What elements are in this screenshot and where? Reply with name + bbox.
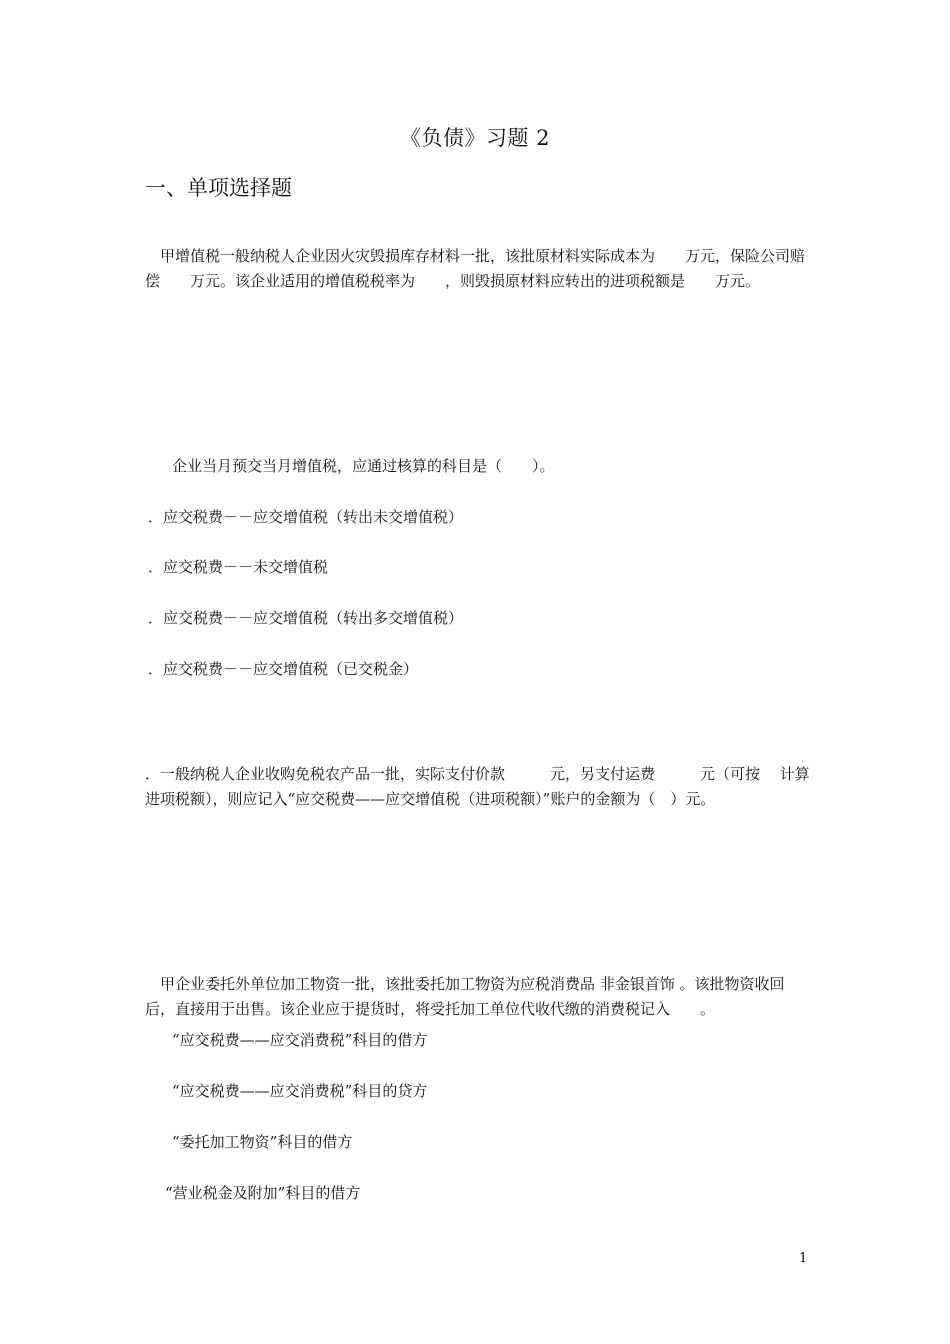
question-2-option-b: ．应交税费－－未交增值税 xyxy=(148,558,329,576)
document-title: 《负债》习题 2 xyxy=(399,126,551,150)
question-2-option-c: ．应交税费－－应交增值税（转出多交增值税） xyxy=(148,609,464,627)
page-number: 1 xyxy=(799,1251,808,1266)
question-3-text: ．一般纳税人企业收购免税农产品一批，实际支付价款 元，另支付运费 元（可按 计算进项税额），则应记入“应交税费——应交增值税（进项税额）”账户的金额为（ ）元。 xyxy=(145,765,810,808)
question-4-option-d: “营业税金及附加”科目的借方 xyxy=(165,1184,361,1202)
question-4-option-b: “应交税费——应交消费税”科目的贷方 xyxy=(172,1082,428,1100)
question-4-stem: 甲企业委托外单位加工物资一批，该批委托加工物资为应税消费品 非金银首饰 。该批物资收回后，直接用于出售。该企业应于提货时，将受托加工单位代收代缴的消费税记入 。 xyxy=(145,975,785,1018)
question-1-text: 甲增值税一般纳税人企业因火灾毁损库存材料一批，该批原材料实际成本为 万元，保险公司赔偿 万元。该企业适用的增值税税率为 ，则毁损原材料应转出的进项税额是 万元。 xyxy=(145,247,806,290)
question-2-option-a: ．应交税费－－应交增值税（转出未交增值税） xyxy=(148,508,464,526)
question-4-option-a: “应交税费——应交消费税”科目的借方 xyxy=(172,1031,428,1049)
question-2-option-d: ．应交税费－－应交增值税（已交税金） xyxy=(148,660,419,678)
question-4-option-c: “委托加工物资”科目的借方 xyxy=(172,1133,353,1151)
section-heading: 一、单项选择题 xyxy=(145,176,292,200)
question-2-stem: 企业当月预交当月增值税，应通过核算的科目是（ ）。 xyxy=(172,457,555,475)
